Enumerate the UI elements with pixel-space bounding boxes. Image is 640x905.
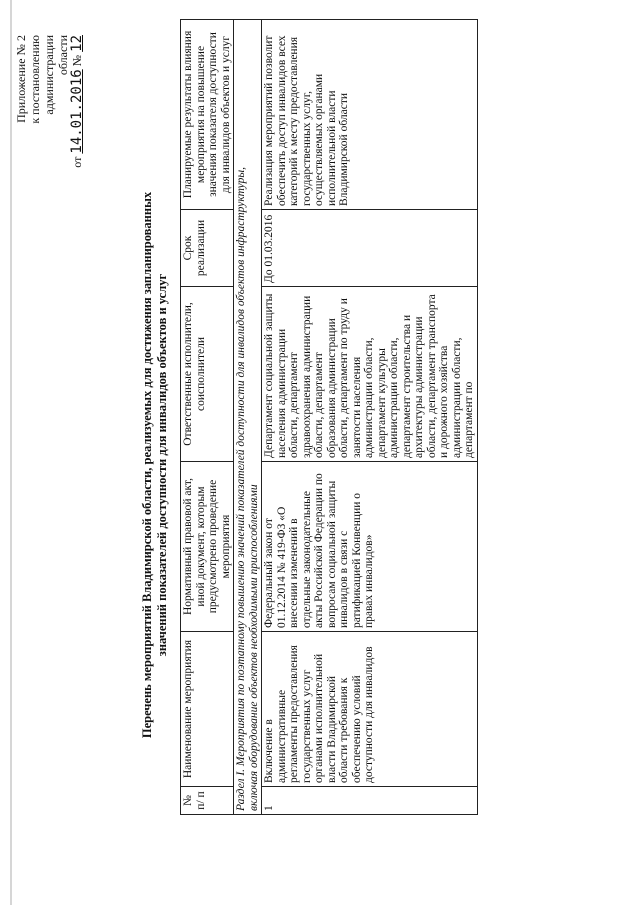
decree-date: 14.01.2016 bbox=[69, 69, 85, 154]
section-row bbox=[234, 20, 262, 815]
appendix-line-2: к постановлению bbox=[28, 35, 42, 124]
decree-number: 12 bbox=[69, 35, 85, 52]
header-act: Нормативный правовой акт, иной документ, которым предусмотрено проведение мероприятия bbox=[181, 462, 234, 632]
title-line-2: значений показателей доступности для инвалидов объектов и услуг bbox=[155, 273, 169, 657]
appendix-line-3: администрации bbox=[42, 35, 56, 115]
row-act: Федеральный закон от 01.12.2014 № 419-ФЗ «О внесении изменений в отдельные законодательные акты Российской Федерации по вопросам социальной защиты инвалидов в связи с ратификацией Конвенции о правах инвалидов» bbox=[262, 462, 478, 632]
row-term: До 01.03.2016 bbox=[262, 210, 478, 287]
measures-table bbox=[180, 19, 478, 815]
title-line-1: Перечень мероприятий Владимирской области, реализуемых для достижения запланированных bbox=[140, 191, 154, 739]
table-row bbox=[262, 20, 478, 815]
header-num: № п/ п bbox=[181, 787, 234, 815]
number-label: № bbox=[70, 54, 84, 67]
table-header-row bbox=[181, 20, 234, 815]
header-name: Наименование мероприятия bbox=[181, 632, 234, 787]
appendix-line-1: Приложение № 2 bbox=[14, 35, 28, 123]
appendix-date-line bbox=[70, 35, 84, 215]
header-resp: Ответственные исполнители, соисполнители bbox=[181, 287, 234, 462]
row-result: Реализация мероприятий позволит обеспечить доступ инвалидов всех категорий к месту предоставления государственных услуг, осуществляемых органами исполнительной власти Владимирской области bbox=[262, 20, 478, 210]
row-num: 1 bbox=[262, 787, 478, 815]
document-title bbox=[140, 65, 170, 865]
from-label: от bbox=[70, 156, 84, 168]
row-resp: Департамент социальной защиты населения администрации области, департамент здравоохранения администрации области, департамент образования администрации области, департамент по труду и занятости населения администрации области, департамент культуры администрации области, департамент строительства и архитектуры администрации области, департамент транспорта и дорожного хозяйства администрации области, департамент по bbox=[262, 287, 478, 462]
header-term: Срок реализации bbox=[181, 210, 234, 287]
section-title-line-1: Раздел I. Мероприятия по поэтапному повышению значений показателей доступности для инвалидов объектов инфраструктуры, bbox=[235, 167, 247, 811]
appendix-header bbox=[14, 35, 84, 215]
appendix-line-4: области bbox=[56, 35, 70, 76]
row-name: Включение в административные регламенты предоставления государственных услуг органами исполнительной власти Владимирской области требования к обеспечению условий доступности для инвалидов bbox=[262, 632, 478, 787]
header-result: Планируемые результаты влияния мероприятия на повышение значения показателя доступности для инвалидов объектов и услуг bbox=[181, 20, 234, 210]
section-title bbox=[234, 20, 262, 815]
section-title-line-2: включая оборудование объектов необходимыми приспособлениями bbox=[247, 484, 260, 811]
